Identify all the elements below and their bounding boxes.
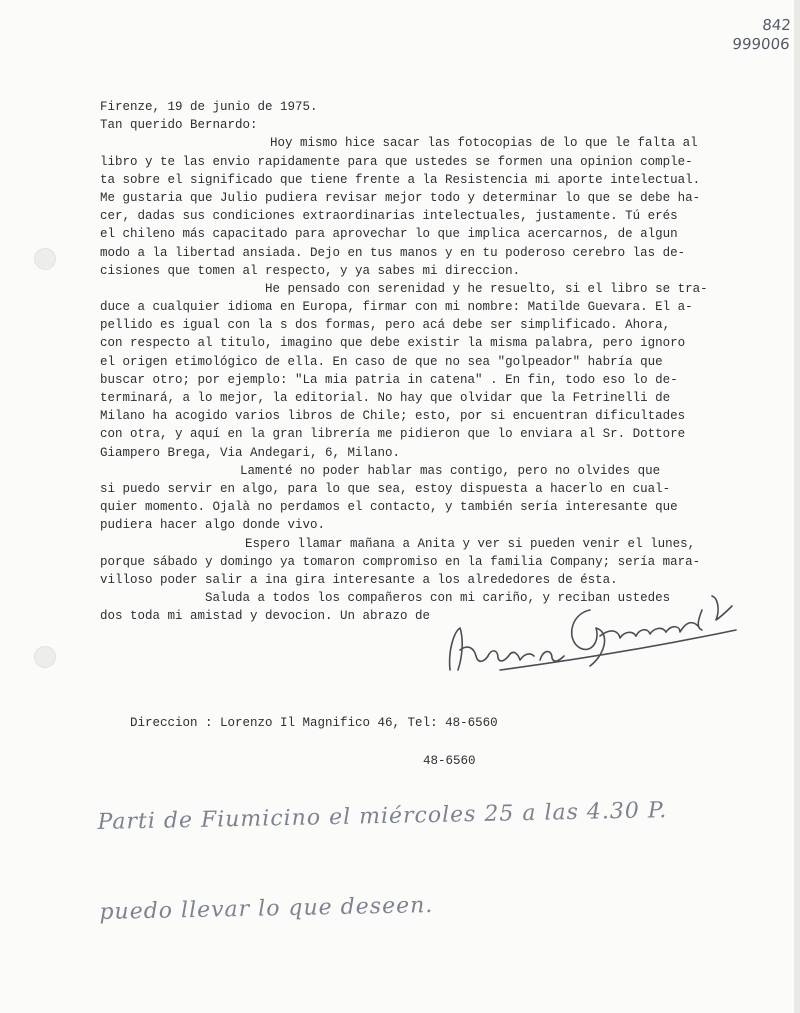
letter-line: Me gustaria que Julio pudiera revisar mejor todo y determinar lo que se debe ha- [100, 190, 701, 205]
letter-line: porque sábado y domingo ya tomaron compromiso en la familia Company; sería mara- [100, 554, 701, 569]
salutation: Tan querido Bernardo: [100, 118, 258, 133]
address-line: Direccion : Lorenzo Il Magnifico 46, Tel: 48-6560 [130, 716, 498, 730]
letter-line: cisiones que tomen al respecto, y ya sabes mi direccion. [100, 263, 521, 278]
letter-line: el chileno más capacitado para aprovechar lo que implica acercarnos, de algun [100, 227, 678, 242]
letter-line: Giampero Brega, Via Andegari, 6, Milano. [100, 445, 401, 460]
letter-line: Hoy mismo hice sacar las fotocopias de lo que le falta al [270, 136, 698, 151]
letter-line: modo a la libertad ansiada. Dejo en tus manos y en tu poderoso cerebro las de- [100, 245, 686, 260]
archive-code-line1: 842 [761, 16, 792, 34]
letter-line: Milano ha acogido varios libros de Chile; esto, por si encuentran dificultades [100, 409, 686, 424]
letter-line: Saluda a todos los compañeros con mi cariño, y reciban ustedes [205, 591, 671, 606]
letter-line: pellido es igual con la s dos formas, pero acá debe ser simplificado. Ahora, [100, 318, 671, 333]
letter-line: con respecto al titulo, imagino que debe existir la misma palabra, pero ignoro [100, 336, 686, 351]
letter-body [100, 98, 740, 625]
punch-hole-bottom [34, 646, 56, 668]
letter-line: Espero llamar mañana a Anita y ver si pueden venir el lunes, [245, 536, 696, 551]
letter-line: dos toda mi amistad y devocion. Un abrazo de [100, 609, 431, 624]
handwritten-note-line2: puedo llevar lo que deseen. [99, 892, 434, 925]
letter-line: cer, dadas sus condiciones extraordinarias intelectuales, justamente. Tú erés [100, 209, 678, 224]
letter-line: el origen etimológico de ella. En caso de que no sea "golpeador" habría que [100, 354, 663, 369]
letter-line: Lamenté no poder hablar mas contigo, pero no olvides que [240, 463, 661, 478]
letter-line: villoso poder salir a ina gira interesante a los alrededores de ésta. [100, 572, 618, 587]
handwritten-signature [440, 570, 740, 680]
dateline: Firenze, 19 de junio de 1975. [100, 100, 318, 114]
punch-hole-top [34, 248, 56, 270]
handwritten-note [96, 736, 671, 988]
phone-line-2: 48-6560 [423, 754, 476, 768]
letter-line: con otra, y aquí en la gran librería me pidieron que lo enviara al Sr. Dottore [100, 427, 686, 442]
letter-line: libro y te las envio rapidamente para que ustedes se formen una opinion comple- [100, 154, 693, 169]
letter-line: ta sobre el significado que tiene frente a la Resistencia mi aporte intelectual. [100, 172, 701, 187]
letter-line: duce a cualquier idioma en Europa, firmar con mi nombre: Matilde Guevara. El a- [100, 300, 693, 315]
letter-line: terminará, a lo mejor, la editorial. No hay que olvidar que la Fetrinelli de [100, 391, 671, 405]
letter-line: quier momento. Ojalà no perdamos el contacto, y también sería interesante que [100, 500, 678, 515]
archive-code [731, 16, 791, 54]
letter-line: buscar otro; por ejemplo: "La mia patria in catena" . En fin, todo eso lo de- [100, 372, 678, 387]
archive-code-line2: 999006 [731, 35, 790, 53]
letter-line: si puedo servir en algo, para lo que sea, estoy dispuesta a hacerlo en cual- [100, 481, 671, 496]
handwritten-note-line1: Parti de Fiumicino el miércoles 25 a las 4.30 P. [97, 798, 668, 835]
letter-line: pudiera hacer algo donde vivo. [100, 518, 326, 533]
letter-line: He pensado con serenidad y he resuelto, si el libro se tra- [265, 281, 708, 296]
paper-edge [794, 0, 800, 1013]
